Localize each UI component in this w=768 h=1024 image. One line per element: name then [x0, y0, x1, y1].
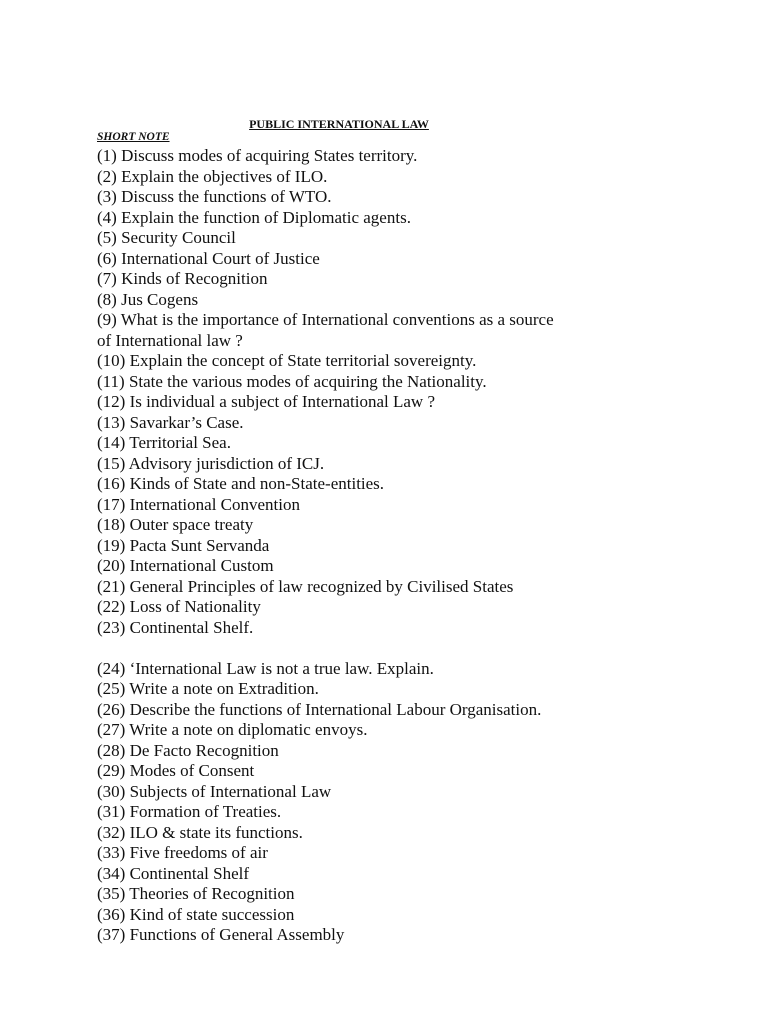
list-item: (23) Continental Shelf. [97, 617, 254, 637]
list-item: (32) ILO & state its functions. [97, 822, 303, 842]
list-item: (2) Explain the objectives of ILO. [97, 166, 328, 186]
list-item: (36) Kind of state succession [97, 904, 295, 924]
list-item: (37) Functions of General Assembly [97, 925, 345, 944]
list-item: (22) Loss of Nationality [97, 597, 261, 616]
list-item: (28) De Facto Recognition [97, 740, 279, 760]
list-item: (24) ‘International Law is not a true law. Explain. [97, 658, 434, 678]
list-item: (29) Modes of Consent [97, 761, 255, 780]
list-item: (6) International Court of Justice [97, 248, 320, 268]
list-item: (35) Theories of Recognition [97, 884, 295, 903]
list-item: (18) Outer space treaty [97, 515, 254, 534]
list-item: (11) State the various modes of acquiring the Nationality. [97, 371, 487, 391]
list-item: (25) Write a note on Extradition. [97, 679, 319, 698]
list-item: (31) Formation of Treaties. [97, 802, 282, 821]
list-item: (30) Subjects of International Law [97, 781, 332, 801]
list-item: (27) Write a note on diplomatic envoys. [97, 720, 368, 739]
list-item: (15) Advisory jurisdiction of ICJ. [97, 453, 325, 473]
list-item: (1) Discuss modes of acquiring States territory. [97, 146, 418, 165]
list-item: (20) International Custom [97, 556, 274, 575]
list-item: (10) Explain the concept of State territorial sovereignty. [97, 351, 477, 370]
list-item: (5) Security Council [97, 228, 236, 247]
list-item: (4) Explain the function of Diplomatic agents. [97, 207, 411, 227]
list-item: (17) International Convention [97, 494, 301, 514]
section-heading: SHORT NOTE [97, 131, 170, 143]
list-item: (9) What is the importance of International conventions as a source of International law ? [97, 310, 554, 350]
list-item: (26) Describe the functions of International Labour Organisation. [97, 699, 542, 719]
list-item: (12) Is individual a subject of International Law ? [97, 392, 435, 411]
list-item: (14) Territorial Sea. [97, 433, 231, 452]
list-item: (8) Jus Cogens [97, 289, 199, 309]
question-list [97, 146, 567, 946]
list-item: (33) Five freedoms of air [97, 843, 268, 862]
list-item: (21) General Principles of law recognized by Civilised States [97, 576, 514, 596]
list-item: (34) Continental Shelf [97, 863, 250, 883]
list-item: (3) Discuss the functions of WTO. [97, 187, 332, 206]
list-item: (16) Kinds of State and non-State-entities. [97, 474, 385, 493]
list-item: (13) Savarkar’s Case. [97, 412, 244, 432]
document-title: PUBLIC INTERNATIONAL LAW [249, 117, 429, 131]
paragraph-gap [97, 638, 567, 659]
list-item: (7) Kinds of Recognition [97, 269, 268, 288]
list-item: (19) Pacta Sunt Servanda [97, 535, 270, 555]
